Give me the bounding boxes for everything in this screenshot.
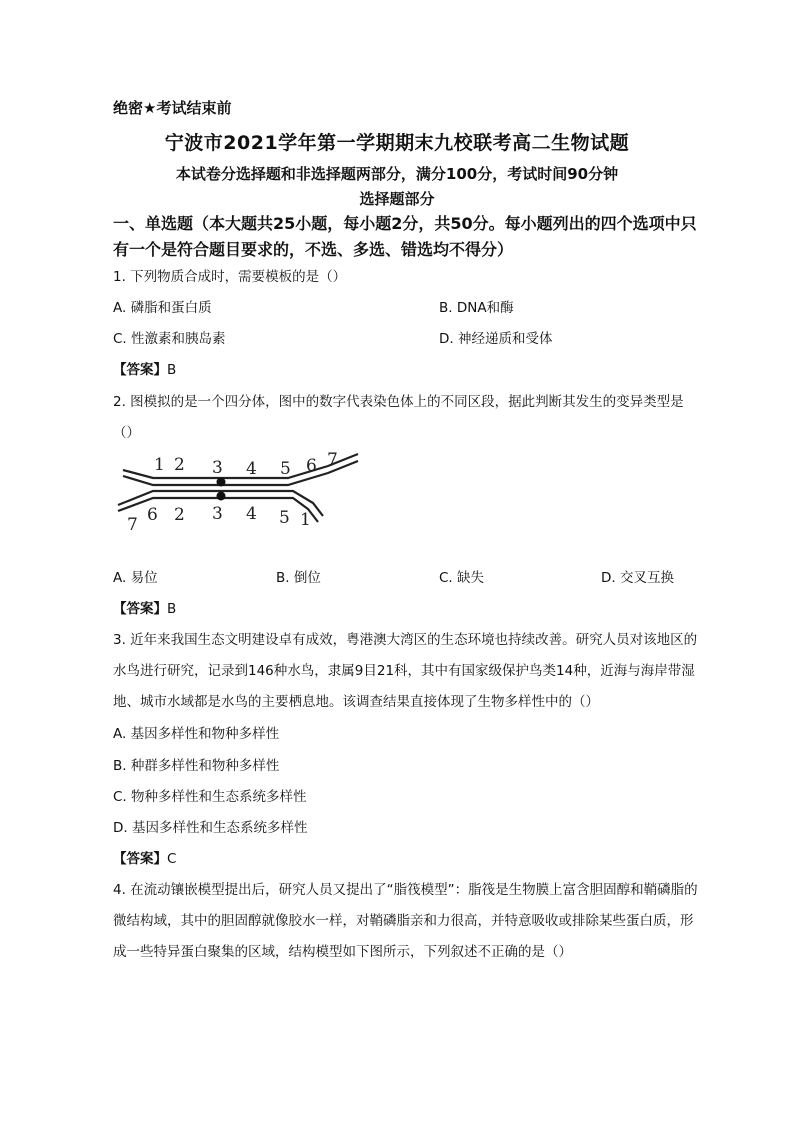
bottom-label-4: 4 (246, 504, 257, 524)
bottom-label-5: 5 (279, 508, 290, 528)
exam-title: 宁波市2021学年第一学期期末九校联考高二生物试题 (164, 132, 630, 154)
question-3-option-a: A. 基因多样性和物种多样性 (113, 726, 280, 742)
top-label-4: 4 (246, 459, 257, 479)
question-2-option-d: D. 交叉互换 (601, 570, 674, 586)
answer-value: B (167, 362, 177, 378)
answer-label: 【答案】 (113, 362, 167, 378)
question-2-stem-line-2: （） (113, 425, 140, 441)
question-1-option-d: D. 神经递质和受体 (439, 331, 553, 347)
centromere-top (217, 478, 226, 487)
top-label-2: 2 (174, 455, 185, 475)
section-heading: 一、单选题（本大题共25小题，每小题2分，共50分。每小题列出的四个选项中只有一个是符合题目要求的，不选、多选、错选均不得分） (113, 214, 697, 259)
top-label-6: 6 (306, 456, 317, 476)
bottom-label-6: 6 (147, 505, 158, 525)
answer-value: B (167, 601, 177, 617)
question-2-option-a: A. 易位 (113, 570, 158, 586)
top-label-7: 7 (327, 450, 338, 470)
question-1-option-b: B. DNA和酶 (439, 300, 514, 316)
answer-label: 【答案】 (113, 851, 167, 867)
question-3-option-d: D. 基因多样性和生态系统多样性 (113, 820, 308, 836)
bottom-label-1: 1 (300, 510, 311, 530)
bottom-label-2: 2 (174, 505, 185, 525)
question-1-option-c: C. 性激素和胰岛素 (113, 331, 226, 347)
question-1-option-a: A. 磷脂和蛋白质 (113, 300, 212, 316)
question-2-option-b: B. 倒位 (276, 570, 321, 586)
top-label-5: 5 (280, 459, 291, 479)
part-title: 选择题部分 (359, 190, 435, 208)
question-4-stem: 4. 在流动镶嵌模型提出后，研究人员又提出了“脂筏模型”：脂筏是生物膜上富含胆固醇和鞘磷脂的微结构域，其中的胆固醇就像胶水一样，对鞘磷脂亲和力很高，并特意吸收或排除某些蛋白质，形成一些特异蛋白聚集的区域，结构模型如下图所示，下列叙述不正确的是（） (113, 882, 698, 960)
question-3-option-c: C. 物种多样性和生态系统多样性 (113, 789, 307, 805)
tetrad-diagram (113, 448, 363, 538)
top-label-3: 3 (212, 458, 223, 478)
question-1-stem: 1. 下列物质合成时，需要模板的是（） (113, 269, 347, 285)
question-3-stem: 3. 近年来我国生态文明建设卓有成效，粤港澳大湾区的生态环境也持续改善。研究人员对该地区的水鸟进行研究，记录到146种水鸟，隶属9目21科，其中有国家级保护鸟类14种，近海与海岸带湿地、城市水域都是水鸟的主要栖息地。该调查结果直接体现了生物多样性中的（） (113, 632, 698, 710)
top-label-1: 1 (154, 455, 165, 475)
bottom-label-7: 7 (127, 515, 138, 535)
centromere-bottom (217, 492, 226, 501)
question-2-option-c: C. 缺失 (439, 570, 485, 586)
question-2-stem-line-1: 2. 图模拟的是一个四分体，图中的数字代表染色体上的不同区段，据此判断其发生的变异类型是 (113, 394, 684, 410)
confidential-tag: 绝密★考试结束前 (113, 99, 232, 117)
question-1-answer (113, 360, 176, 380)
answer-label: 【答案】 (113, 601, 167, 617)
answer-value: C (167, 851, 177, 867)
bottom-label-3: 3 (212, 504, 223, 524)
question-3-option-b: B. 种群多样性和物种多样性 (113, 758, 280, 774)
question-2-answer (113, 599, 176, 619)
question-3-answer (113, 849, 176, 869)
exam-subtitle: 本试卷分选择题和非选择题两部分，满分100分，考试时间90分钟 (175, 165, 619, 183)
